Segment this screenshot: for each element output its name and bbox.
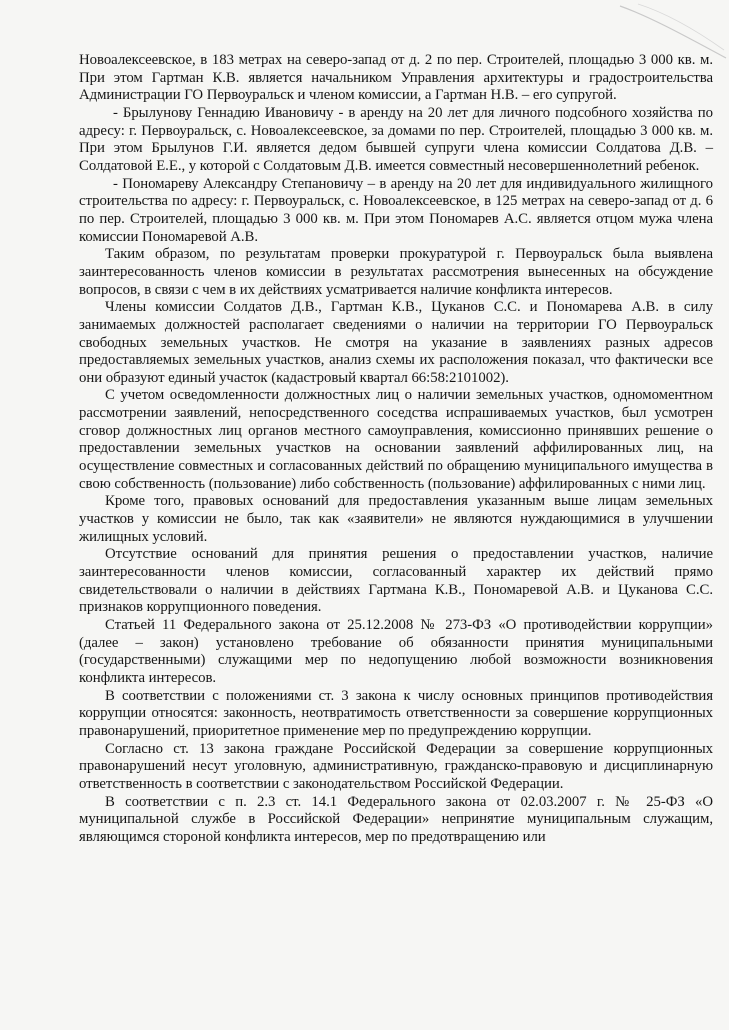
paragraph: Новоалексеевское, в 183 метрах на северо-запад от д. 2 по пер. Строителей, площадью 3 000 кв. м. При этом Гартман К.В. является начальником Управления архитектуры и градостроительства Администрации ГО Первоуральск и членом комиссии, а Гартман Н.В. – его супругой. bbox=[79, 52, 713, 104]
paragraph: Статьей 11 Федерального закона от 25.12.2008 № 273-ФЗ «О противодействии коррупции» (далее – закон) установлено требование об обязанности принятия муниципальными (государственными) служащими мер по недопущению любой возможности возникновения конфликта интересов. bbox=[79, 617, 713, 686]
paragraph: С учетом осведомленности должностных лиц о наличии земельных участков, одномоментном рассмотрении заявлений, непосредственного соседства испрашиваемых участков, был усмотрен сговор должностных лиц органов местного самоуправления, комиссионно принявших решение о предоставлении земельных участков на основании заявлений аффилированных лиц, на осуществление совместных и согласованных действий по обращению муниципального имущества в свою собственность (пользование) либо собственность (пользование) аффилированных с ними лиц. bbox=[79, 387, 713, 492]
paragraph: - Брылунову Геннадию Ивановичу - в аренду на 20 лет для личного подсобного хозяйства по адресу: г. Первоуральск, с. Новоалексеевское, за домами по пер. Строителей, площадью 3 000 кв. м. При этом Брылунов Г.И. является дедом бывшей супруги члена комиссии Солдатова Д.В. – Солдатовой Е.Е., у которой с Солдатовым Д.В. имеется совместный несовершеннолетний ребенок. bbox=[79, 104, 713, 174]
paragraph: Таким образом, по результатам проверки прокуратурой г. Первоуральск была выявлена заинтересованность членов комиссии в результатах рассмотрения вынесенных на обсуждение вопросов, в связи с чем в их действиях усматривается наличие конфликта интересов. bbox=[79, 246, 713, 298]
paragraph: - Пономареву Александру Степановичу – в аренду на 20 лет для индивидуального жилищного строительства по адресу: г. Первоуральск, с. Новоалексеевское, в 125 метрах на северо-запад от д. 6 по пер. Строителей, площадью 3 000 кв. м. При этом Пономарев А.С. является отцом мужа члена комиссии Пономаревой А.В. bbox=[79, 175, 713, 245]
paragraph: В соответствии с п. 2.3 ст. 14.1 Федерального закона от 02.03.2007 г. № 25-ФЗ «О муниципальной службе в Российской Федерации» непринятие муниципальным служащим, являющимся стороной конфликта интересов, мер по предотвращению или bbox=[79, 793, 713, 845]
paragraph: В соответствии с положениями ст. 3 закона к числу основных принципов противодействия коррупции относятся: законность, неотвратимость ответственности за совершение коррупционных правонарушений, приоритетное применение мер по предупреждению коррупции. bbox=[79, 687, 713, 739]
document-body bbox=[79, 52, 713, 847]
paragraph: Члены комиссии Солдатов Д.В., Гартман К.В., Цуканов С.С. и Пономарева А.В. в силу занимаемых должностей располагает сведениями о наличии на территории ГО Первоуральск свободных земельных участков. Не смотря на указание в заявлениях разных адресов предоставляемых земельных участков, анализ схемы их расположения показал, что фактически все они образуют единый участок (кадастровый квартал 66:58:2101002). bbox=[79, 299, 713, 386]
paragraph: Кроме того, правовых оснований для предоставления указанным выше лицам земельных участков у комиссии не было, так как «заявители» не являются нуждающимися в улучшении жилищных условий. bbox=[79, 493, 713, 545]
paragraph: Отсутствие оснований для принятия решения о предоставлении участков, наличие заинтересованности членов комиссии, согласованный характер их действий прямо свидетельствовали о наличии в действиях Гартмана К.В., Пономаревой А.В. и Цуканова С.С. признаков коррупционного поведения. bbox=[79, 546, 713, 616]
paragraph: Согласно ст. 13 закона граждане Российской Федерации за совершение коррупционных правонарушений несут уголовную, административную, гражданско-правовую и дисциплинарную ответственность в соответствии с законодательством Российской Федерации. bbox=[79, 740, 713, 792]
